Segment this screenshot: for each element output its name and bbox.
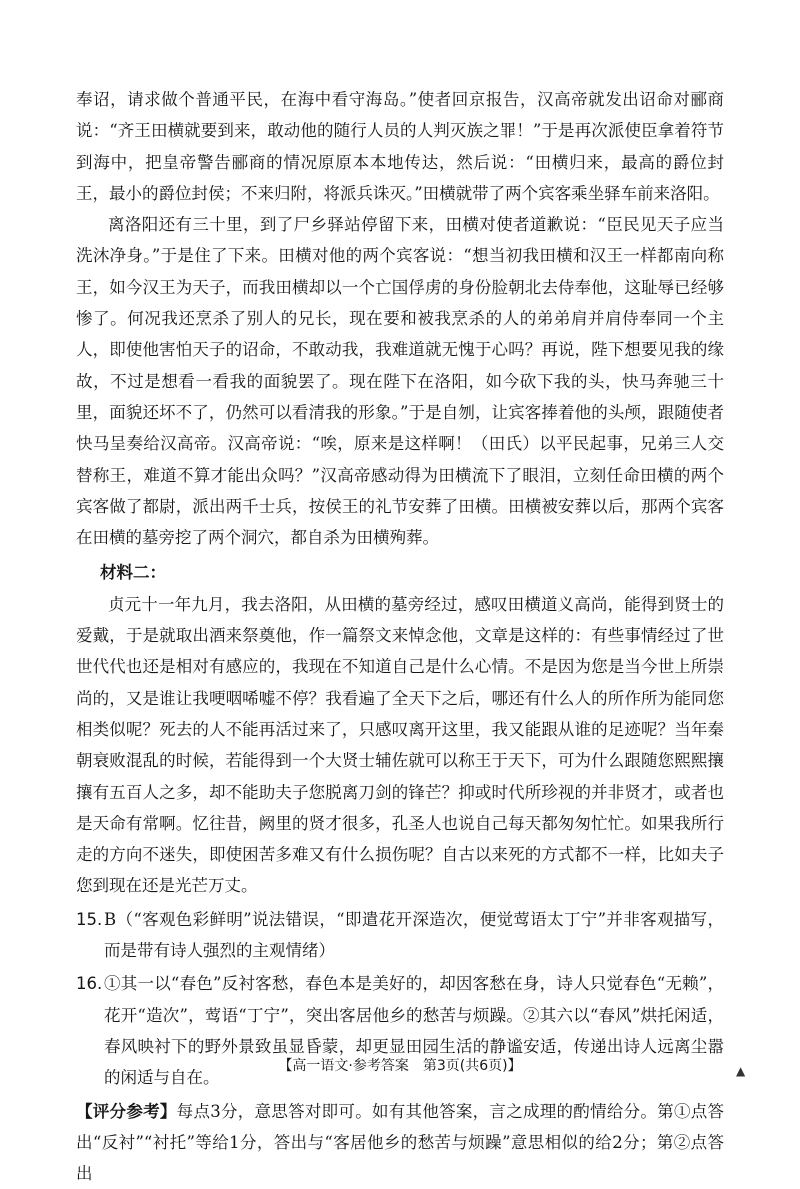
- answer-15-text: B（“客观色彩鲜明”说法错误，“即遣花开深造次，便觉莺语太丁宁”并非客观描写，而是带有诗人强烈的主观情绪）: [104, 904, 724, 967]
- section-heading-material-2: 材料二：: [100, 557, 724, 588]
- document-body: [76, 84, 724, 1189]
- scoring-reference: [76, 1096, 724, 1189]
- paragraph-3: 贞元十一年九月，我去洛阳，从田横的墓旁经过，感叹田横道义高尚，能得到贤士的爱戴，于是就取出酒来祭奠他，作一篇祭文来悼念他，文章是这样的：有些事情经过了世世代代也还是相对有感应的，我现在不知道自己是什么心情。不是因为您是当今世上所崇尚的，又是谁让我哽咽唏嘘不停？我看遍了全天下之后，哪还有什么人的所作所为能同您相类似呢？死去的人不能再活过来了，只感叹离开这里，我又能跟从谁的足迹呢？当年秦朝衰败混乱的时候，若能得到一个大贤士辅佐就可以称王于天下，可为什么跟随您熙熙攘攘有五百人之多，却不能助夫子您脱离刀剑的锋芒？抑或时代所珍视的并非贤才，或者也是天命有常啊。忆往昔，阙里的贤才很多，孔圣人也说自己每天都匆匆忙忙。如果我所行走的方向不迷失，即使困苦多难又有什么损伤呢？自古以来死的方式都不一样，比如夫子您到现在还是光芒万丈。: [76, 589, 724, 902]
- paragraph-2: 离洛阳还有三十里，到了尸乡驿站停留下来，田横对使者道歉说：“臣民见天子应当洗沐净身。”于是住了下来。田横对他的两个宾客说：“想当初我田横和汉王一样都南向称王，如今汉王为天子，而我田横却以一个亡国俘虏的身份脸朝北去侍奉他，这耻辱已经够惨了。何况我还烹杀了别人的兄长，现在要和被我烹杀的人的弟弟肩并肩侍奉同一个主人，即使他害怕天子的诏命，不敢动我，我难道就无愧于心吗？再说，陛下想要见我的缘故，不过是想看一看我的面貌罢了。现在陛下在洛阳，如今砍下我的头，快马奔驰三十里，面貌还坏不了，仍然可以看清我的形象。”于是自刎，让宾客捧着他的头颅，跟随使者快马呈奏给汉高帝。汉高帝说：“唉，原来是这样啊！（田氏）以平民起事，兄弟三人交替称王，难道不算才能出众吗？”汉高帝感动得为田横流下了眼泪，立刻任命田横的两个宾客做了都尉，派出两千士兵，按侯王的礼节安葬了田横。田横被安葬以后，那两个宾客在田横的墓旁挖了两个洞穴，都自杀为田横殉葬。: [76, 209, 724, 553]
- scoring-text: 每点3分，意思答对即可。如有其他答案，言之成理的酌情给分。第①点答出“反衬”“衬托”等给1分，答出与“客居他乡的愁苦与烦躁”意思相似的给2分；第②点答出: [76, 1102, 724, 1184]
- answer-16-text: ①其一以“春色”反衬客愁，春色本是美好的，却因客愁在身，诗人只觉春色“无赖”，花开“造次”，莺语“丁宁”，突出客居他乡的愁苦与烦躁。②其六以“春风”烘托闲适，春风映衬下的野外景致虽显昏蒙，却更显田园生活的静谧安适，传递出诗人远离尘嚣的闲适与自在。: [104, 968, 724, 1093]
- corner-mark-icon: ▲: [736, 1064, 745, 1078]
- page-footer: 【高一语文·参考答案 第3页(共6页)】: [0, 1055, 800, 1075]
- answer-15: [76, 904, 724, 967]
- scoring-tag: 【评分参考】: [76, 1102, 177, 1121]
- answer-15-number: 15.: [76, 904, 104, 967]
- paragraph-1: 奉诏，请求做个普通平民，在海中看守海岛。”使者回京报告，汉高帝就发出诏命对郦商说：“齐王田横就要到来，敢动他的随行人员的人判灭族之罪！”于是再次派使臣拿着符节到海中，把皇帝警告郦商的情况原原本本地传达，然后说：“田横归来，最高的爵位封王，最小的爵位封侯；不来归附，将派兵诛灭。”田横就带了两个宾客乘坐驿车前来洛阳。: [76, 84, 724, 209]
- answer-16-number: 16.: [76, 968, 104, 1093]
